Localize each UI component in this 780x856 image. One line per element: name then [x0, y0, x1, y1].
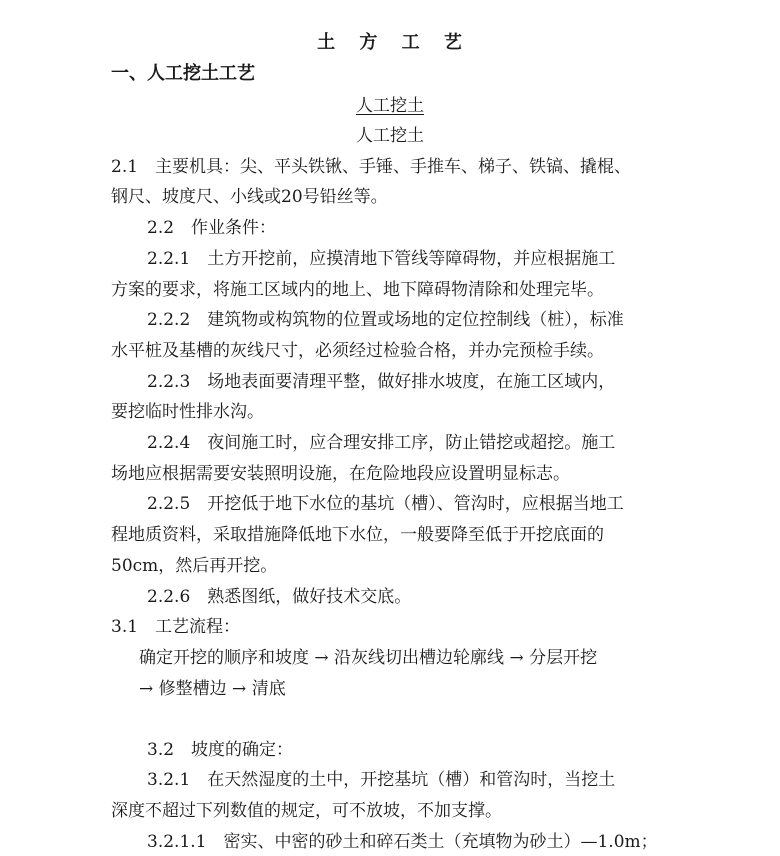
paragraph-line: 2.2.6 熟悉图纸，做好技术交底。: [147, 587, 412, 607]
paragraph-line: 2.1 主要机具：尖、平头铁锹、手锤、手推车、梯子、铁镐、撬棍、: [111, 157, 632, 177]
paragraph-line: 3.1 工艺流程：: [111, 617, 241, 637]
subheading: 人工挖土: [356, 126, 424, 146]
process-flow-line: 确定开挖的顺序和坡度 → 沿灰线切出槽边轮廓线 → 分层开挖: [139, 648, 598, 668]
paragraph-line: 3.2.1.1 密实、中密的砂土和碎石类土（充填物为砂土）—1.0m；: [147, 832, 658, 852]
paragraph-line: 50cm，然后再开挖。: [111, 556, 278, 576]
paragraph-line: 3.2 坡度的确定：: [147, 740, 294, 760]
section-heading: 一、人工挖土工艺: [111, 63, 255, 84]
paragraph-line: 2.2.2 建筑物或构筑物的位置或场地的定位控制线（桩），标准: [147, 310, 624, 330]
process-flow-line: → 修整槽边 → 清底: [139, 679, 286, 699]
paragraph-line: 水平桩及基槽的灰线尺寸，必须经过检验合格，并办完预检手续。: [111, 341, 604, 361]
paragraph-line: 要挖临时性排水沟。: [111, 402, 264, 422]
paragraph-line: 钢尺、坡度尺、小线或20号铅丝等。: [111, 187, 388, 207]
paragraph-line: 程地质资料，采取措施降低地下水位，一般要降至低于开挖底面的: [111, 525, 604, 545]
paragraph-line: 2.2.4 夜间施工时，应合理安排工序，防止错挖或超挖。施工: [147, 433, 616, 453]
subheading-underlined: 人工挖土: [356, 96, 424, 116]
paragraph-line: 方案的要求，将施工区域内的地上、地下障碍物清除和处理完毕。: [111, 280, 604, 300]
document-title: 土 方 工 艺: [317, 32, 471, 53]
paragraph-line: 深度不超过下列数值的规定，可不放坡，不加支撑。: [111, 801, 502, 821]
paragraph-line: 2.2 作业条件：: [147, 218, 277, 238]
paragraph-line: 2.2.3 场地表面要清理平整，做好排水坡度，在施工区域内，: [147, 372, 616, 392]
paragraph-line: 2.2.5 开挖低于地下水位的基坑（槽）、管沟时，应根据当地工: [147, 494, 624, 514]
paragraph-line: 3.2.1 在天然湿度的土中，开挖基坑（槽）和管沟时，当挖土: [147, 770, 616, 790]
paragraph-line: 2.2.1 土方开挖前，应摸清地下管线等障碍物，并应根据施工: [147, 249, 616, 269]
paragraph-line: 场地应根据需要安装照明设施，在危险地段应设置明显标志。: [111, 464, 570, 484]
